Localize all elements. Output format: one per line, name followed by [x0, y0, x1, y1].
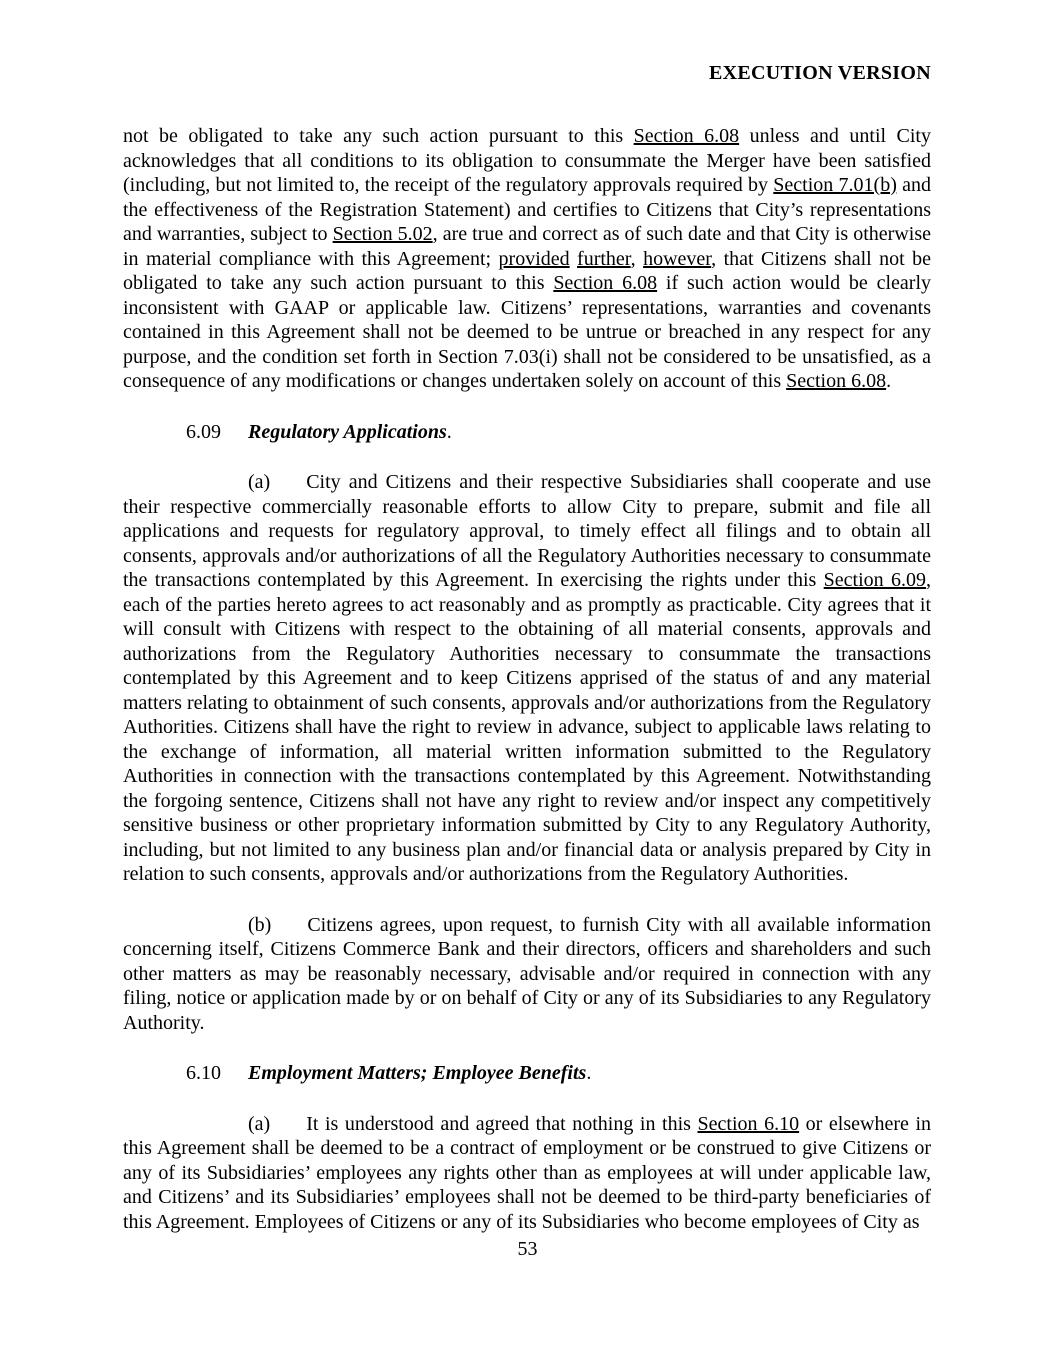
paragraph-6-09-a: (a) City and Citizens and their respective Subsidiaries shall cooperate and use their respective commercially reasonable efforts to allow City to prepare, submit and file all applications and requests for regulatory approval, to timely effect all filings and to obtain all consents, approvals and/or authorizations of all the Regulatory Authorities necessary to consummate the transactions contemplated by this Agreement. In exercising the rights under this Section 6.09, each of the parties hereto agrees to act reasonably and as promptly as practicable. City agrees that it will consult with Citizens with respect to the obtaining of all material consents, approvals and authorizations from the Regulatory Authorities necessary to consummate the transactions contemplated by this Agreement and to keep Citizens apprised of the status of and any material matters relating to obtainment of such consents, approvals and/or authorizations from the Regulatory Authorities. Citizens shall have the right to review in advance, subject to applicable laws relating to the exchange of information, all material written information submitted to the Regulatory Authorities in connection with the transactions contemplated by this Agreement. Notwithstanding the forgoing sentence, Citizens shall not have any right to review and/or inspect any competitively sensitive business or other proprietary information submitted by City to any Regulatory Authority, including, but not limited to any business plan and/or financial data or analysis prepared by City in relation to such consents, approvals and/or authorizations from the Regulatory Authorities.: [123, 471, 931, 885]
document-body: [123, 124, 931, 1260]
section-number: 6.10: [186, 1062, 221, 1084]
section-heading-6-10: [123, 1061, 931, 1086]
paragraph-6-09-b: (b) Citizens agrees, upon request, to furnish City with all available information concerning itself, Citizens Commerce Bank and their directors, officers and shareholders and such other matters as may be reasonably necessary, advisable and/or required in connection with any filing, notice or application made by or on behalf of City or any of its Subsidiaries to any Regulatory Authority.: [123, 913, 931, 1034]
paragraph-6-10-a: (a) It is understood and agreed that nothing in this Section 6.10 or elsewhere in this Agreement shall be deemed to be a contract of employment or be construed to give Citizens or any of its Subsidiaries’ employees any rights other than as employees at will under applicable law, and Citizens’ and its Subsidiaries’ employees shall not be deemed to be third-party beneficiaries of this Agreement. Employees of Citizens or any of its Subsidiaries who become employees of City as: [123, 1112, 931, 1233]
continuation-paragraph-section-6-08: not be obligated to take any such action pursuant to this Section 6.08 unless and until City acknowledges that all conditions to its obligation to consummate the Merger have been satisfied (including, but not limited to, the receipt of the regulatory approvals required by Section 7.01(b) and the effectiveness of the Registration Statement) and certifies to Citizens that City’s representations and warranties, subject to Section 5.02, are true and correct as of such date and that City is otherwise in material compliance with this Agreement; provided further, however, that Citizens shall not be obligated to take any such action pursuant to this Section 6.08 if such action would be clearly inconsistent with GAAP or applicable law. Citizens’ representations, warranties and covenants contained in this Agreement shall not be deemed to be untrue or breached in any respect for any purpose, and the condition set forth in Section 7.03(i) shall not be considered to be unsatisfied, as a consequence of any modifications or changes undertaken solely on account of this Section 6.08.: [123, 125, 932, 392]
section-number: 6.09: [186, 420, 221, 443]
execution-version-header: EXECUTION VERSION: [708, 62, 931, 84]
section-title-period: .: [586, 1062, 592, 1084]
section-title: Regulatory Applications: [248, 420, 447, 443]
section-heading-6-09: [123, 420, 931, 445]
page-number: 53: [517, 1238, 538, 1260]
section-title: Employment Matters; Employee Benefits: [248, 1062, 587, 1084]
section-title-period: .: [446, 420, 452, 443]
